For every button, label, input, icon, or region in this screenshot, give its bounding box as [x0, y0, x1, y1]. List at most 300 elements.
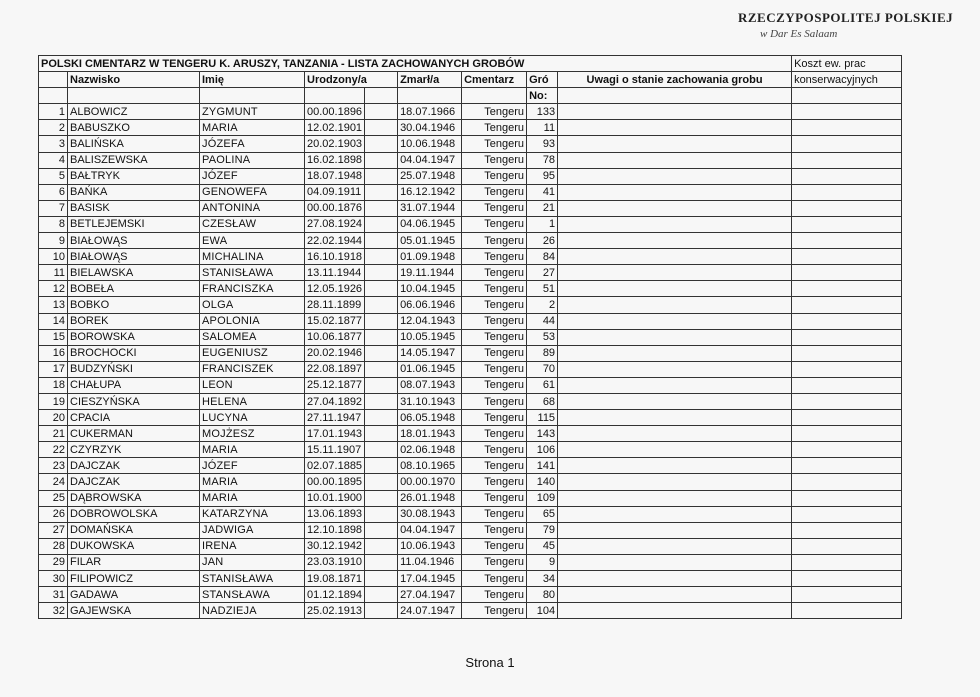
born-cell: 04.09.1911 [305, 184, 365, 200]
born-spacer-cell [365, 474, 398, 490]
firstname-cell: PAOLINA [200, 152, 305, 168]
surname-cell: BALIŃSKA [68, 136, 200, 152]
died-cell: 30.08.1943 [398, 506, 462, 522]
header-surname: Nazwisko [68, 72, 200, 88]
table-row [39, 168, 902, 184]
born-cell: 13.11.1944 [305, 265, 365, 281]
cemetery-cell: Tengeru [462, 490, 527, 506]
died-cell: 04.04.1947 [398, 152, 462, 168]
grave-number-cell: 41 [527, 184, 558, 200]
firstname-cell: STANSŁAWA [200, 587, 305, 603]
died-cell: 04.06.1945 [398, 216, 462, 232]
cemetery-cell: Tengeru [462, 587, 527, 603]
born-cell: 30.12.1942 [305, 538, 365, 554]
cemetery-cell: Tengeru [462, 233, 527, 249]
row-index: 28 [39, 538, 68, 554]
notes-cell [558, 313, 792, 329]
grave-number-cell: 26 [527, 233, 558, 249]
born-cell: 00.00.1876 [305, 200, 365, 216]
cemetery-cell: Tengeru [462, 474, 527, 490]
subheader-row [39, 88, 902, 104]
cost-cell [792, 168, 902, 184]
firstname-cell: EUGENIUSZ [200, 345, 305, 361]
firstname-cell: LUCYNA [200, 410, 305, 426]
firstname-cell: HELENA [200, 393, 305, 409]
row-index: 8 [39, 216, 68, 232]
grave-number-cell: 34 [527, 571, 558, 587]
born-spacer-cell [365, 522, 398, 538]
grave-number-cell: 1 [527, 216, 558, 232]
grave-number-cell: 78 [527, 152, 558, 168]
surname-cell: DOBROWOLSKA [68, 506, 200, 522]
cost-cell [792, 265, 902, 281]
notes-cell [558, 345, 792, 361]
born-cell: 10.01.1900 [305, 490, 365, 506]
cost-cell [792, 120, 902, 136]
title-row [39, 56, 902, 72]
notes-cell [558, 281, 792, 297]
cost-cell [792, 442, 902, 458]
table-row [39, 506, 902, 522]
cemetery-cell: Tengeru [462, 329, 527, 345]
row-index: 4 [39, 152, 68, 168]
cost-cell [792, 297, 902, 313]
born-spacer-cell [365, 393, 398, 409]
notes-cell [558, 410, 792, 426]
header-index [39, 72, 68, 88]
surname-cell: BOBEŁA [68, 281, 200, 297]
born-spacer-cell [365, 200, 398, 216]
surname-cell: BETLEJEMSKI [68, 216, 200, 232]
notes-cell [558, 442, 792, 458]
firstname-cell: OLGA [200, 297, 305, 313]
row-index: 20 [39, 410, 68, 426]
born-cell: 15.11.1907 [305, 442, 365, 458]
cemetery-cell: Tengeru [462, 168, 527, 184]
cost-cell [792, 603, 902, 619]
surname-cell: BIELAWSKA [68, 265, 200, 281]
row-index: 31 [39, 587, 68, 603]
header-born: Urodzony/a [305, 72, 398, 88]
firstname-cell: FRANCISZEK [200, 361, 305, 377]
table-row [39, 313, 902, 329]
cost-cell [792, 458, 902, 474]
cemetery-cell: Tengeru [462, 281, 527, 297]
born-cell: 02.07.1885 [305, 458, 365, 474]
header-firstname: Imię [200, 72, 305, 88]
born-spacer-cell [365, 152, 398, 168]
grave-number-cell: 27 [527, 265, 558, 281]
cost-header-line2: konserwacyjnych [792, 72, 902, 88]
died-cell: 19.11.1944 [398, 265, 462, 281]
cemetery-cell: Tengeru [462, 603, 527, 619]
cemetery-cell: Tengeru [462, 216, 527, 232]
surname-cell: BOROWSKA [68, 329, 200, 345]
died-cell: 04.04.1947 [398, 522, 462, 538]
firstname-cell: KATARZYNA [200, 506, 305, 522]
row-index: 23 [39, 458, 68, 474]
table-row [39, 297, 902, 313]
grave-number-cell: 93 [527, 136, 558, 152]
grave-number-cell: 44 [527, 313, 558, 329]
table-row [39, 377, 902, 393]
table-row [39, 393, 902, 409]
notes-cell [558, 104, 792, 120]
stamp-line-1: RZECZYPOSPOLITEJ POLSKIEJ [738, 10, 954, 25]
grave-number-cell: 11 [527, 120, 558, 136]
surname-cell: CUKERMAN [68, 426, 200, 442]
died-cell: 06.06.1946 [398, 297, 462, 313]
table-title: POLSKI CMENTARZ W TENGERU K. ARUSZY, TANZANIA - LISTA ZACHOWANYCH GROBÓW [39, 56, 792, 72]
cemetery-cell: Tengeru [462, 410, 527, 426]
died-cell: 00.00.1970 [398, 474, 462, 490]
grave-number-cell: 45 [527, 538, 558, 554]
born-cell: 18.07.1948 [305, 168, 365, 184]
cost-cell [792, 554, 902, 570]
notes-cell [558, 522, 792, 538]
died-cell: 02.06.1948 [398, 442, 462, 458]
born-cell: 10.06.1877 [305, 329, 365, 345]
died-cell: 24.07.1947 [398, 603, 462, 619]
born-cell: 15.02.1877 [305, 313, 365, 329]
died-cell: 14.05.1947 [398, 345, 462, 361]
table-row [39, 442, 902, 458]
born-cell: 12.10.1898 [305, 522, 365, 538]
row-index: 24 [39, 474, 68, 490]
row-index: 11 [39, 265, 68, 281]
died-cell: 31.07.1944 [398, 200, 462, 216]
notes-cell [558, 490, 792, 506]
notes-cell [558, 329, 792, 345]
born-spacer-cell [365, 265, 398, 281]
surname-cell: FILIPOWICZ [68, 571, 200, 587]
born-cell: 23.03.1910 [305, 554, 365, 570]
born-cell: 28.11.1899 [305, 297, 365, 313]
row-index: 14 [39, 313, 68, 329]
born-cell: 25.02.1913 [305, 603, 365, 619]
table-row [39, 554, 902, 570]
firstname-cell: FRANCISZKA [200, 281, 305, 297]
grave-number-cell: 143 [527, 426, 558, 442]
cemetery-cell: Tengeru [462, 136, 527, 152]
grave-number-cell: 89 [527, 345, 558, 361]
grave-number-cell: 95 [527, 168, 558, 184]
born-spacer-cell [365, 136, 398, 152]
born-cell: 27.11.1947 [305, 410, 365, 426]
died-cell: 10.06.1943 [398, 538, 462, 554]
table-row [39, 522, 902, 538]
table-row [39, 136, 902, 152]
cost-cell [792, 410, 902, 426]
cost-cell [792, 345, 902, 361]
cemetery-cell: Tengeru [462, 538, 527, 554]
row-index: 16 [39, 345, 68, 361]
graves-table [38, 55, 902, 619]
grave-number-cell: 104 [527, 603, 558, 619]
cemetery-cell: Tengeru [462, 426, 527, 442]
notes-cell [558, 233, 792, 249]
header-grave: Gró [527, 72, 558, 88]
grave-number-cell: 21 [527, 200, 558, 216]
firstname-cell: JAN [200, 554, 305, 570]
born-cell: 22.02.1944 [305, 233, 365, 249]
died-cell: 11.04.1946 [398, 554, 462, 570]
embassy-stamp [738, 10, 968, 40]
firstname-cell: MARIA [200, 442, 305, 458]
born-cell: 27.08.1924 [305, 216, 365, 232]
surname-cell: CPACIA [68, 410, 200, 426]
born-spacer-cell [365, 361, 398, 377]
surname-cell: FILAR [68, 554, 200, 570]
died-cell: 08.10.1965 [398, 458, 462, 474]
cost-cell [792, 152, 902, 168]
table-row [39, 410, 902, 426]
born-spacer-cell [365, 554, 398, 570]
surname-cell: DAJCZAK [68, 458, 200, 474]
row-index: 9 [39, 233, 68, 249]
row-index: 30 [39, 571, 68, 587]
notes-cell [558, 426, 792, 442]
notes-cell [558, 587, 792, 603]
born-spacer-cell [365, 426, 398, 442]
cost-cell [792, 104, 902, 120]
cost-cell [792, 571, 902, 587]
born-spacer-cell [365, 216, 398, 232]
cost-cell [792, 426, 902, 442]
notes-cell [558, 184, 792, 200]
born-spacer-cell [365, 442, 398, 458]
row-index: 12 [39, 281, 68, 297]
born-cell: 00.00.1896 [305, 104, 365, 120]
cost-cell [792, 490, 902, 506]
header-notes: Uwagi o stanie zachowania grobu [558, 72, 792, 88]
born-cell: 13.06.1893 [305, 506, 365, 522]
firstname-cell: JÓZEF [200, 458, 305, 474]
cemetery-cell: Tengeru [462, 120, 527, 136]
row-index: 29 [39, 554, 68, 570]
surname-cell: CIESZYŃSKA [68, 393, 200, 409]
cost-cell [792, 136, 902, 152]
header-row [39, 72, 902, 88]
died-cell: 16.12.1942 [398, 184, 462, 200]
cost-cell [792, 233, 902, 249]
cost-cell [792, 184, 902, 200]
table-row [39, 104, 902, 120]
firstname-cell: NADZIEJA [200, 603, 305, 619]
firstname-cell: MARIA [200, 120, 305, 136]
firstname-cell: LEON [200, 377, 305, 393]
header-grave-no: No: [527, 88, 558, 104]
born-cell: 17.01.1943 [305, 426, 365, 442]
firstname-cell: MARIA [200, 474, 305, 490]
cost-cell [792, 249, 902, 265]
died-cell: 27.04.1947 [398, 587, 462, 603]
surname-cell: DAJCZAK [68, 474, 200, 490]
notes-cell [558, 249, 792, 265]
grave-number-cell: 141 [527, 458, 558, 474]
died-cell: 25.07.1948 [398, 168, 462, 184]
surname-cell: BALISZEWSKA [68, 152, 200, 168]
notes-cell [558, 377, 792, 393]
died-cell: 17.04.1945 [398, 571, 462, 587]
died-cell: 01.09.1948 [398, 249, 462, 265]
born-spacer-cell [365, 313, 398, 329]
born-cell: 12.05.1926 [305, 281, 365, 297]
grave-number-cell: 109 [527, 490, 558, 506]
cemetery-cell: Tengeru [462, 104, 527, 120]
died-cell: 18.01.1943 [398, 426, 462, 442]
surname-cell: CHAŁUPA [68, 377, 200, 393]
table-row [39, 216, 902, 232]
row-index: 6 [39, 184, 68, 200]
table-row [39, 458, 902, 474]
table-body [39, 104, 902, 619]
cost-cell [792, 474, 902, 490]
born-cell: 16.10.1918 [305, 249, 365, 265]
born-spacer-cell [365, 297, 398, 313]
cost-cell [792, 216, 902, 232]
table-row [39, 233, 902, 249]
cemetery-cell: Tengeru [462, 152, 527, 168]
died-cell: 30.04.1946 [398, 120, 462, 136]
row-index: 22 [39, 442, 68, 458]
surname-cell: BASISK [68, 200, 200, 216]
notes-cell [558, 265, 792, 281]
cemetery-cell: Tengeru [462, 522, 527, 538]
notes-cell [558, 506, 792, 522]
cost-cell [792, 281, 902, 297]
cost-header-line1: Koszt ew. prac [792, 56, 902, 72]
cemetery-cell: Tengeru [462, 345, 527, 361]
cemetery-cell: Tengeru [462, 506, 527, 522]
firstname-cell: JADWIGA [200, 522, 305, 538]
cost-cell [792, 200, 902, 216]
cost-cell [792, 377, 902, 393]
row-index: 13 [39, 297, 68, 313]
row-index: 15 [39, 329, 68, 345]
cemetery-cell: Tengeru [462, 361, 527, 377]
notes-cell [558, 554, 792, 570]
born-spacer-cell [365, 345, 398, 361]
cemetery-cell: Tengeru [462, 184, 527, 200]
notes-cell [558, 216, 792, 232]
cemetery-cell: Tengeru [462, 393, 527, 409]
row-index: 21 [39, 426, 68, 442]
firstname-cell: APOLONIA [200, 313, 305, 329]
firstname-cell: JÓZEFA [200, 136, 305, 152]
born-spacer-cell [365, 233, 398, 249]
born-cell: 19.08.1871 [305, 571, 365, 587]
born-cell: 00.00.1895 [305, 474, 365, 490]
died-cell: 01.06.1945 [398, 361, 462, 377]
firstname-cell: MARIA [200, 490, 305, 506]
header-died: Zmarł/a [398, 72, 462, 88]
cost-cell [792, 313, 902, 329]
firstname-cell: EWA [200, 233, 305, 249]
notes-cell [558, 136, 792, 152]
born-cell: 22.08.1897 [305, 361, 365, 377]
grave-number-cell: 2 [527, 297, 558, 313]
row-index: 5 [39, 168, 68, 184]
row-index: 27 [39, 522, 68, 538]
row-index: 25 [39, 490, 68, 506]
grave-number-cell: 84 [527, 249, 558, 265]
died-cell: 06.05.1948 [398, 410, 462, 426]
row-index: 17 [39, 361, 68, 377]
died-cell: 10.05.1945 [398, 329, 462, 345]
cemetery-cell: Tengeru [462, 297, 527, 313]
firstname-cell: ZYGMUNT [200, 104, 305, 120]
cost-cell [792, 393, 902, 409]
table-row [39, 281, 902, 297]
notes-cell [558, 168, 792, 184]
row-index: 18 [39, 377, 68, 393]
born-spacer-cell [365, 249, 398, 265]
table-row [39, 571, 902, 587]
grave-number-cell: 51 [527, 281, 558, 297]
born-spacer-cell [365, 281, 398, 297]
born-spacer-cell [365, 571, 398, 587]
born-spacer-cell [365, 184, 398, 200]
header-cemetery: Cmentarz [462, 72, 527, 88]
born-cell: 12.02.1901 [305, 120, 365, 136]
born-spacer-cell [365, 490, 398, 506]
firstname-cell: ANTONINA [200, 200, 305, 216]
table-row [39, 587, 902, 603]
born-spacer-cell [365, 120, 398, 136]
grave-number-cell: 61 [527, 377, 558, 393]
notes-cell [558, 603, 792, 619]
surname-cell: ALBOWICZ [68, 104, 200, 120]
born-cell: 16.02.1898 [305, 152, 365, 168]
firstname-cell: STANISŁAWA [200, 571, 305, 587]
born-spacer-cell [365, 377, 398, 393]
surname-cell: DĄBROWSKA [68, 490, 200, 506]
died-cell: 12.04.1943 [398, 313, 462, 329]
table-row [39, 152, 902, 168]
surname-cell: BIAŁOWĄS [68, 233, 200, 249]
cemetery-cell: Tengeru [462, 200, 527, 216]
row-index: 19 [39, 393, 68, 409]
died-cell: 10.04.1945 [398, 281, 462, 297]
firstname-cell: STANISŁAWA [200, 265, 305, 281]
table-row [39, 474, 902, 490]
born-cell: 25.12.1877 [305, 377, 365, 393]
died-cell: 10.06.1948 [398, 136, 462, 152]
surname-cell: CZYRZYK [68, 442, 200, 458]
page-number: Strona 1 [465, 655, 515, 670]
row-index: 1 [39, 104, 68, 120]
grave-number-cell: 53 [527, 329, 558, 345]
table-row [39, 184, 902, 200]
table-row [39, 426, 902, 442]
surname-cell: BOBKO [68, 297, 200, 313]
row-index: 32 [39, 603, 68, 619]
notes-cell [558, 120, 792, 136]
table-row [39, 345, 902, 361]
surname-cell: DUKOWSKA [68, 538, 200, 554]
grave-number-cell: 80 [527, 587, 558, 603]
notes-cell [558, 474, 792, 490]
surname-cell: BUDZYŃSKI [68, 361, 200, 377]
died-cell: 05.01.1945 [398, 233, 462, 249]
born-spacer-cell [365, 458, 398, 474]
table-row [39, 603, 902, 619]
notes-cell [558, 393, 792, 409]
cost-cell [792, 538, 902, 554]
surname-cell: GADAWA [68, 587, 200, 603]
cost-cell [792, 506, 902, 522]
